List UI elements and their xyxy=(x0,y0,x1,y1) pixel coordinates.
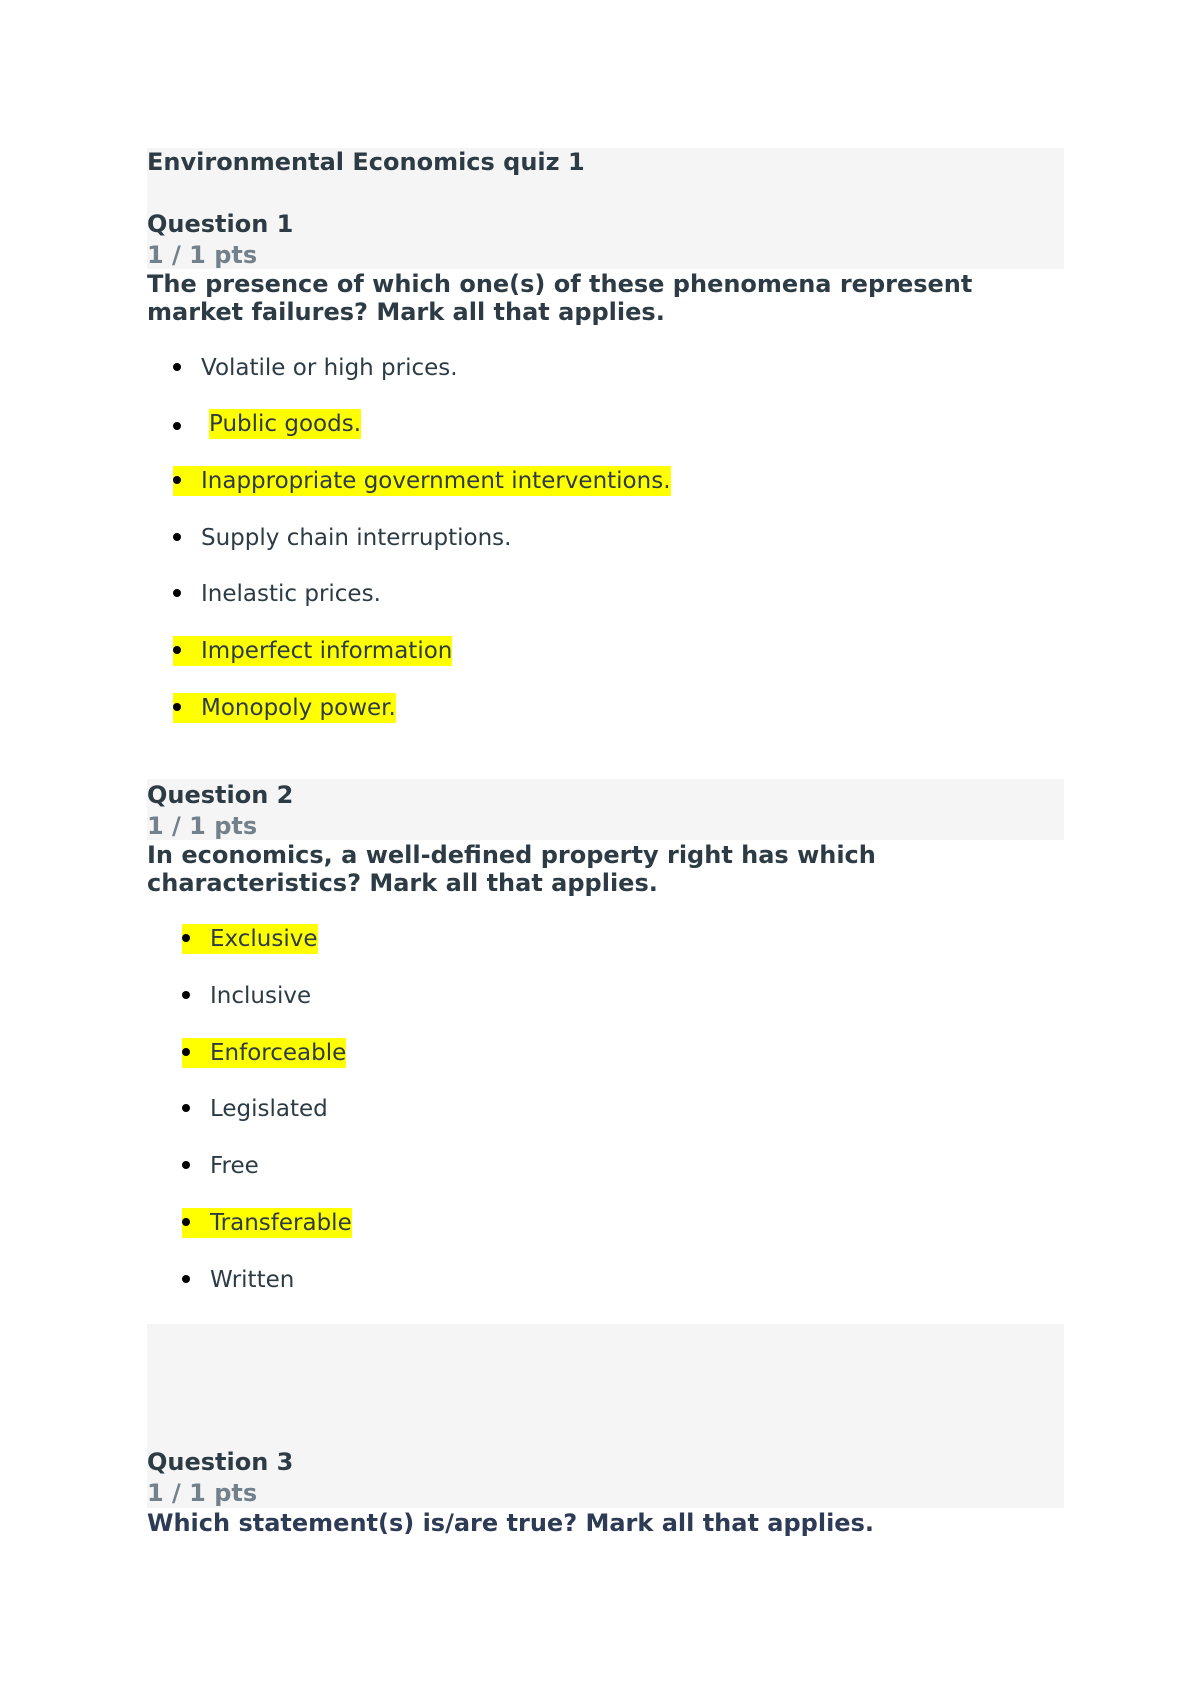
bullet-icon xyxy=(182,1048,190,1056)
question-1-header xyxy=(147,148,1064,269)
question-1-label: Question 1 xyxy=(147,210,294,238)
option-text: Inappropriate government interventions. xyxy=(201,468,671,494)
option-highlighted[interactable] xyxy=(173,693,396,723)
question-2-prompt-line-1: In economics, a well-defined property right has which xyxy=(147,841,876,869)
option-text: Enforceable xyxy=(210,1040,347,1066)
question-3-prompt-line-1: Which statement(s) is/are true? Mark all that applies. xyxy=(147,1509,874,1537)
bullet-icon xyxy=(182,1161,190,1169)
option-highlighted[interactable] xyxy=(173,466,671,496)
option-highlighted[interactable] xyxy=(182,1038,346,1068)
option-text: Exclusive xyxy=(210,926,318,952)
bullet-icon xyxy=(182,1275,190,1283)
option-text: Inclusive xyxy=(210,983,312,1009)
option-highlighted[interactable] xyxy=(182,1208,352,1238)
option-text: Public goods. xyxy=(209,411,362,437)
option-text: Inelastic prices. xyxy=(201,581,381,607)
option-text: Imperfect information xyxy=(201,638,453,664)
document-title: Environmental Economics quiz 1 xyxy=(147,148,585,176)
question-1-prompt-line-1: The presence of which one(s) of these phenomena represent xyxy=(147,270,973,298)
question-3-points: 1 / 1 pts xyxy=(147,1479,258,1507)
bullet-icon xyxy=(173,422,181,430)
question-2-prompt xyxy=(147,841,1064,897)
option[interactable] xyxy=(182,1151,259,1181)
option-text: Legislated xyxy=(210,1096,328,1122)
question-3-label: Question 3 xyxy=(147,1448,294,1476)
option[interactable] xyxy=(182,1265,294,1295)
option[interactable] xyxy=(173,353,458,383)
bullet-icon xyxy=(182,934,190,942)
option-text: Free xyxy=(210,1153,259,1179)
question-2-points: 1 / 1 pts xyxy=(147,812,258,840)
bullet-icon xyxy=(173,363,181,371)
bullet-icon xyxy=(173,646,181,654)
bullet-icon xyxy=(182,1218,190,1226)
question-3-prompt xyxy=(147,1509,1064,1537)
question-3-header xyxy=(147,1324,1064,1508)
question-1-points: 1 / 1 pts xyxy=(147,241,258,269)
bullet-icon xyxy=(182,991,190,999)
bullet-icon xyxy=(182,1104,190,1112)
option[interactable] xyxy=(173,523,511,553)
bullet-icon xyxy=(173,533,181,541)
question-1-prompt-line-2: market failures? Mark all that applies. xyxy=(147,298,665,326)
option-text: Supply chain interruptions. xyxy=(201,525,512,551)
option[interactable] xyxy=(182,1094,328,1124)
option[interactable] xyxy=(173,579,381,609)
question-2-header xyxy=(147,779,1064,840)
question-1-prompt xyxy=(147,270,1064,326)
option-text: Written xyxy=(210,1267,295,1293)
option-highlighted[interactable] xyxy=(182,924,318,954)
bullet-icon xyxy=(173,703,181,711)
bullet-icon xyxy=(173,476,181,484)
bullet-icon xyxy=(173,589,181,597)
option[interactable] xyxy=(182,981,311,1011)
option-text: Volatile or high prices. xyxy=(201,355,458,381)
option-highlighted[interactable] xyxy=(173,636,452,666)
option-highlighted[interactable] xyxy=(209,409,361,439)
question-2-prompt-line-2: characteristics? Mark all that applies. xyxy=(147,869,658,897)
question-2-label: Question 2 xyxy=(147,781,294,809)
option-text: Monopoly power. xyxy=(201,695,396,721)
option-text: Transferable xyxy=(210,1210,352,1236)
